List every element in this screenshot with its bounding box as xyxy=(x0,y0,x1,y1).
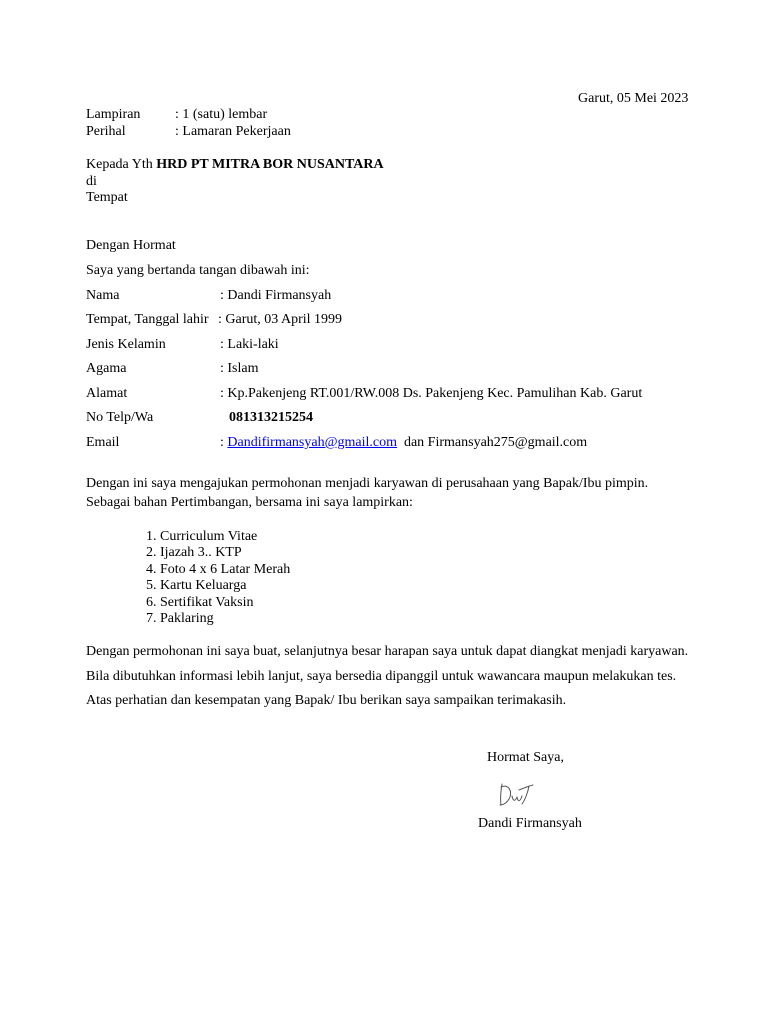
recipient-di: di xyxy=(86,174,97,189)
email-link[interactable]: Dandifirmansyah@gmail.com xyxy=(227,435,397,450)
greeting: Dengan Hormat xyxy=(86,238,176,253)
identity-value-ttl: : Garut, 03 April 1999 xyxy=(218,312,343,327)
signature-name: Dandi Firmansyah xyxy=(478,816,582,831)
email-colon: : xyxy=(220,435,228,450)
body-paragraph-1: Dengan ini saya mengajukan permohonan menjadi karyawan di perusahaan yang Bapak/Ibu pimpin. xyxy=(86,476,649,491)
identity-label-alamat: Alamat xyxy=(86,386,128,401)
identity-value-agama: : Islam xyxy=(220,361,259,376)
recipient-prefix: Kepada Yth xyxy=(86,157,157,172)
perihal-value: : Lamaran Pekerjaan xyxy=(175,124,291,139)
identity-value-nama: : Dandi Firmansyah xyxy=(220,288,332,303)
signature-scribble xyxy=(496,778,538,810)
intro-text: Saya yang bertanda tangan dibawah ini: xyxy=(86,263,310,278)
attachment-item: 5. Kartu Keluarga xyxy=(146,578,247,593)
closing-paragraph-3: Atas perhatian dan kesempatan yang Bapak/ Ibu berikan saya sampaikan terimakasih. xyxy=(86,693,567,708)
place-date: Garut, 05 Mei 2023 xyxy=(578,91,689,106)
lampiran-value: : 1 (satu) lembar xyxy=(175,107,268,122)
identity-label-phone: No Telp/Wa xyxy=(86,410,154,425)
recipient-line xyxy=(86,157,384,173)
identity-label-nama: Nama xyxy=(86,288,120,303)
identity-label-gender: Jenis Kelamin xyxy=(86,337,166,352)
identity-value-email xyxy=(220,435,587,451)
attachment-item: 2. Ijazah 3.. KTP xyxy=(146,545,242,560)
identity-label-ttl: Tempat, Tanggal lahir xyxy=(86,312,209,327)
identity-value-alamat: : Kp.Pakenjeng RT.001/RW.008 Ds. Pakenjeng Kec. Pamulihan Kab. Garut xyxy=(220,386,643,401)
identity-label-agama: Agama xyxy=(86,361,127,376)
identity-label-email: Email xyxy=(86,435,120,450)
closing-paragraph-1: Dengan permohonan ini saya buat, selanjutnya besar harapan saya untuk dapat diangkat menjadi karyawan. xyxy=(86,644,689,659)
perihal-label: Perihal xyxy=(86,124,126,139)
recipient-tempat: Tempat xyxy=(86,190,128,205)
identity-value-gender: : Laki-laki xyxy=(220,337,279,352)
recipient-name: HRD PT MITRA BOR NUSANTARA xyxy=(156,157,384,172)
attachment-item: 7. Paklaring xyxy=(146,611,214,626)
attachment-item: 4. Foto 4 x 6 Latar Merah xyxy=(146,562,291,577)
attachment-item: 6. Sertifikat Vaksin xyxy=(146,595,254,610)
identity-value-phone: 081313215254 xyxy=(229,410,313,425)
attachment-item: 1. Curriculum Vitae xyxy=(146,529,258,544)
signature-image xyxy=(496,778,538,810)
lampiran-label: Lampiran xyxy=(86,107,141,122)
body-paragraph-2: Sebagai bahan Pertimbangan, bersama ini saya lampirkan: xyxy=(86,495,413,510)
closing-paragraph-2: Bila dibutuhkan informasi lebih lanjut, saya bersedia dipanggil untuk wawancara maupun melakukan tes. xyxy=(86,669,677,684)
email-rest: dan Firmansyah275@gmail.com xyxy=(396,435,588,450)
signoff: Hormat Saya, xyxy=(487,750,564,765)
